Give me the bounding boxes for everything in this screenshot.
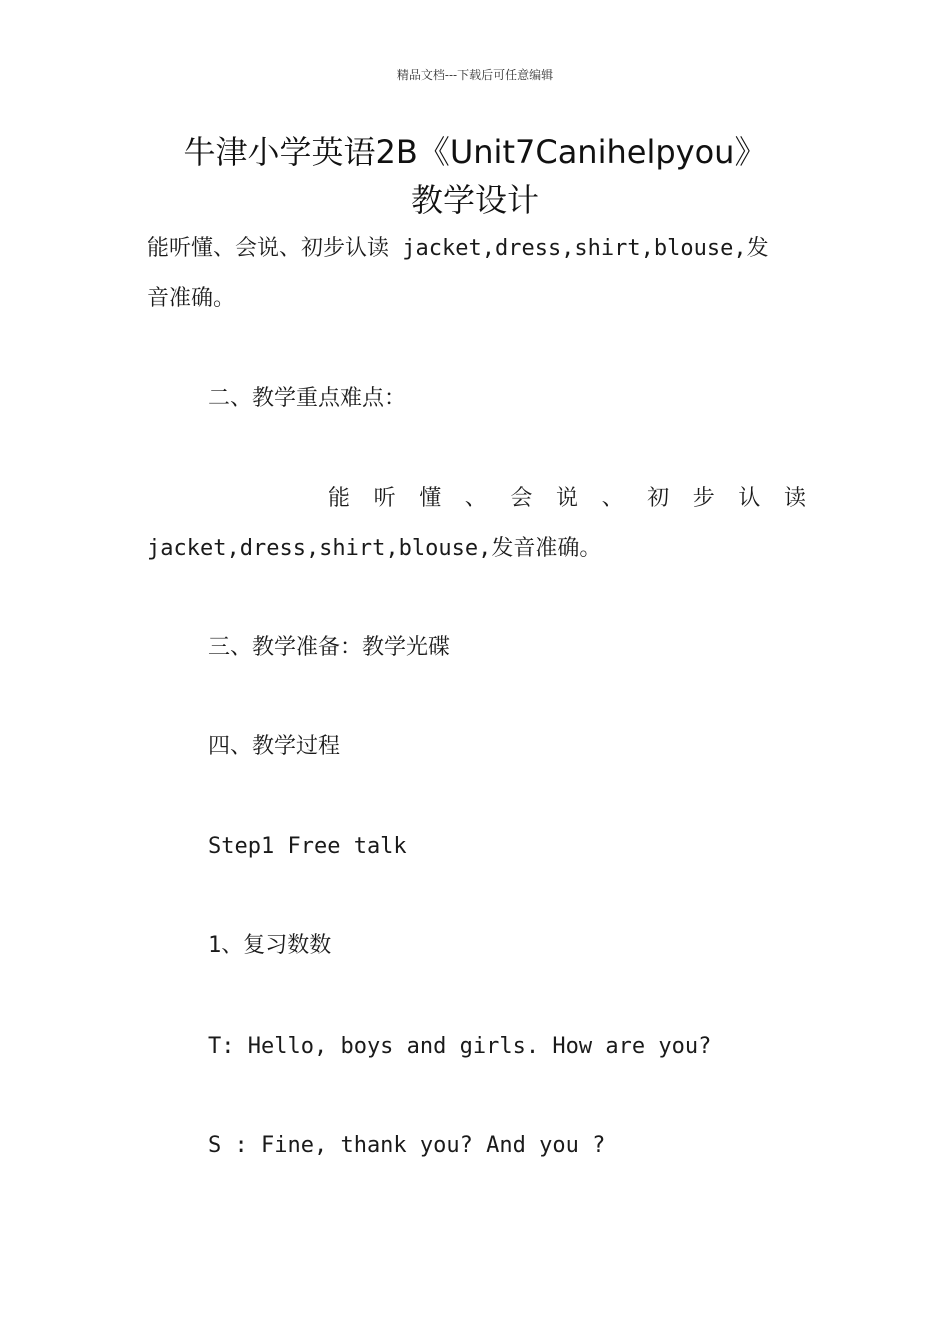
step1-heading: Step1 Free talk [208,834,407,859]
spaced-char: 、 [464,486,487,511]
spaced-char: 初 [647,486,670,511]
spaced-char: 听 [373,486,396,511]
document-title-line2: 教学设计 [410,181,539,219]
dialog-student-line: S : Fine, thank you? And you ? [208,1133,606,1158]
section-heading-key-points: 二、教学重点难点： [208,386,407,411]
objective-text-line1: 能听懂、会说、初步认读 jacket,dress,shirt,blouse,发 [147,236,769,261]
section-heading-process: 四、教学过程 [208,734,341,759]
page-header: 精品文档---下载后可任意编辑 [396,68,554,82]
spaced-char: 懂 [419,486,442,511]
item1-heading: 1、复习数数 [208,933,332,958]
spaced-char: 能 [328,486,351,511]
spaced-char: 步 [692,486,715,511]
spaced-char: 会 [510,486,533,511]
spaced-char: 说 [555,486,578,511]
key-points-line2: jacket,dress,shirt,blouse,发音准确。 [147,536,602,561]
document-title: 牛津小学英语2B《Unit7Canihelpyou》 [183,133,767,171]
spaced-char: 、 [601,486,624,511]
spaced-char: 认 [738,486,761,511]
key-points-spaced-line [328,484,806,514]
objective-text-line2: 音准确。 [147,286,236,311]
spaced-char: 读 [783,486,806,511]
dialog-teacher-line: T: Hello, boys and girls. How are you? [208,1034,712,1059]
section-heading-preparation: 三、教学准备：教学光碟 [208,635,451,660]
